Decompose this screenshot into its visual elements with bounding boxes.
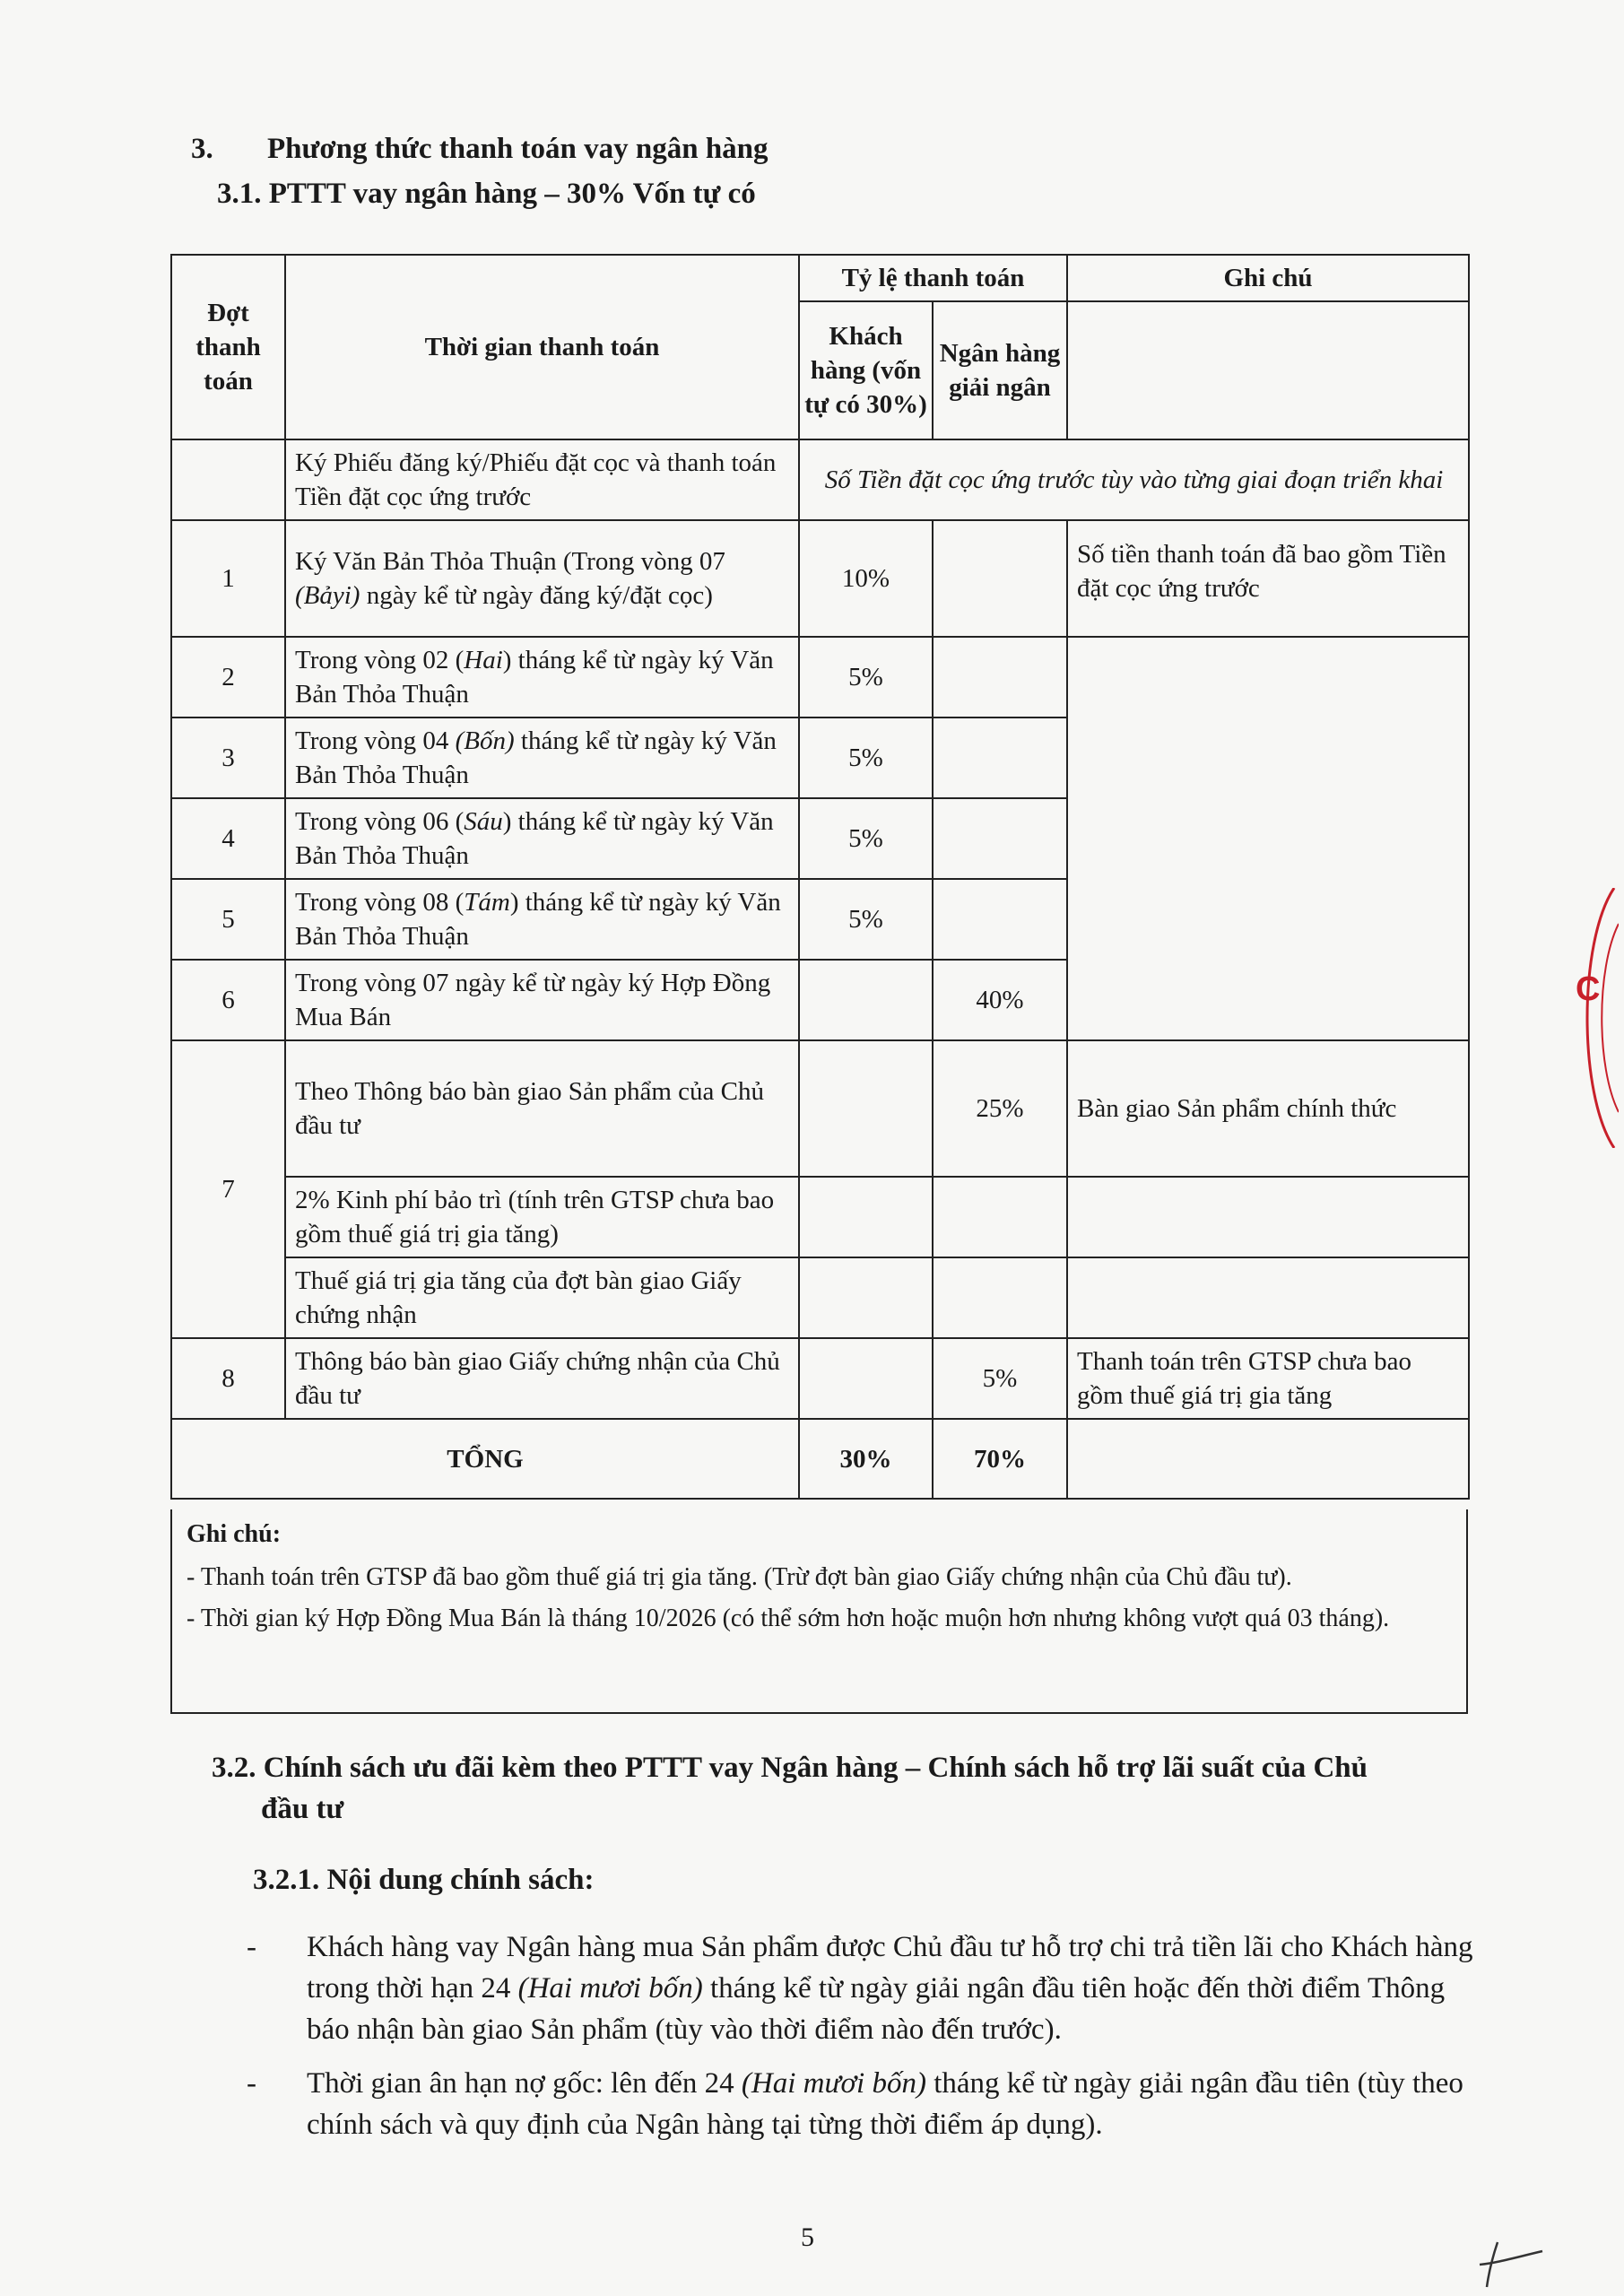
- section-heading: 3. Phương thức thanh toán vay ngân hàng: [191, 133, 769, 165]
- dot-cell: 3: [171, 718, 285, 798]
- time-cell: Thông báo bàn giao Giấy chứng nhận của Chủ đầu tư: [285, 1338, 799, 1419]
- payment-schedule-table: [170, 254, 1470, 1500]
- col-header-dot: Đợt thanh toán: [171, 255, 285, 439]
- note-cell: [1067, 1257, 1469, 1338]
- total-customer: 30%: [799, 1419, 933, 1499]
- list-item: - Thời gian ân hạn nợ gốc: lên đến 24 (Hai mươi bốn) tháng kể từ ngày giải ngân đầu tiên (tùy theo chính sách và quy định của Ngân hàng tại từng thời điểm áp dụng).: [247, 2063, 1480, 2145]
- time-cell: Trong vòng 06 (Sáu) tháng kể từ ngày ký Văn Bản Thỏa Thuận: [285, 798, 799, 879]
- note-cell: Số tiền thanh toán đã bao gồm Tiền đặt cọc ứng trước: [1067, 520, 1469, 637]
- note-item: - Thanh toán trên GTSP đã bao gồm thuế giá trị gia tăng. (Trừ đợt bàn giao Giấy chứng nhận của Chủ đầu tư).: [187, 1563, 1292, 1591]
- notes-title: Ghi chú:: [187, 1520, 282, 1548]
- col-header-time: Thời gian thanh toán: [285, 255, 799, 439]
- svg-text:C: C: [1576, 970, 1601, 1008]
- list-item: - Khách hàng vay Ngân hàng mua Sản phẩm được Chủ đầu tư hỗ trợ chi trả tiền lãi cho Khách hàng trong thời hạn 24 (Hai mươi bốn) tháng kể từ ngày giải ngân đầu tiên hoặc đến thời điểm Thông báo nhận bàn giao Sản phẩm (tùy vào thời điểm nào đến trước).: [247, 1926, 1480, 2050]
- col-header-bank: Ngân hàng giải ngân: [933, 301, 1067, 439]
- col-header-note: Ghi chú: [1067, 255, 1469, 301]
- table-row: [171, 439, 1469, 520]
- bank-ratio-cell: [933, 637, 1067, 718]
- total-bank: 70%: [933, 1419, 1067, 1499]
- table-row: [171, 1040, 1469, 1177]
- bank-ratio-cell: [933, 1257, 1067, 1338]
- note-cell: [1067, 637, 1469, 1040]
- deposit-note-cell: Số Tiền đặt cọc ứng trước tùy vào từng giai đoạn triển khai: [799, 439, 1469, 520]
- bank-ratio-cell: [933, 1177, 1067, 1257]
- customer-ratio-cell: [799, 1177, 933, 1257]
- page-number: 5: [801, 2222, 814, 2252]
- col-header-ratio: Tỷ lệ thanh toán: [799, 255, 1067, 301]
- customer-ratio-cell: 5%: [799, 718, 933, 798]
- bank-ratio-cell: [933, 520, 1067, 637]
- total-row: [171, 1419, 1469, 1499]
- table-row: [171, 1177, 1469, 1257]
- bank-ratio-cell: 5%: [933, 1338, 1067, 1419]
- time-cell: Trong vòng 02 (Hai) tháng kể từ ngày ký Văn Bản Thỏa Thuận: [285, 637, 799, 718]
- customer-ratio-cell: [799, 1040, 933, 1177]
- bank-ratio-cell: [933, 718, 1067, 798]
- note-cell: Bàn giao Sản phẩm chính thức: [1067, 1040, 1469, 1177]
- bank-ratio-cell: 25%: [933, 1040, 1067, 1177]
- dot-cell: 7: [171, 1040, 285, 1338]
- dot-cell: 2: [171, 637, 285, 718]
- note-cell: [1067, 1419, 1469, 1499]
- dot-cell: 1: [171, 520, 285, 637]
- customer-ratio-cell: 5%: [799, 879, 933, 960]
- dot-cell: 5: [171, 879, 285, 960]
- customer-ratio-cell: 5%: [799, 637, 933, 718]
- dot-cell: 4: [171, 798, 285, 879]
- dash-bullet-icon: -: [247, 2067, 256, 2100]
- time-cell: Theo Thông báo bàn giao Sản phẩm của Chủ đầu tư: [285, 1040, 799, 1177]
- bank-ratio-cell: [933, 879, 1067, 960]
- time-cell: 2% Kinh phí bảo trì (tính trên GTSP chưa bao gồm thuế giá trị gia tăng): [285, 1177, 799, 1257]
- customer-ratio-cell: 10%: [799, 520, 933, 637]
- dash-bullet-icon: -: [247, 1931, 256, 1963]
- customer-ratio-cell: [799, 960, 933, 1040]
- col-header-customer: Khách hàng (vốn tự có 30%): [799, 301, 933, 439]
- table-row: [171, 520, 1469, 637]
- notes-box: [170, 1509, 1468, 1714]
- table-row: [171, 637, 1469, 718]
- red-stamp-icon: [1565, 888, 1619, 1148]
- bank-ratio-cell: 40%: [933, 960, 1067, 1040]
- note-cell: Thanh toán trên GTSP chưa bao gồm thuế giá trị gia tăng: [1067, 1338, 1469, 1419]
- note-item: - Thời gian ký Hợp Đồng Mua Bán là tháng 10/2026 (có thể sớm hơn hoặc muộn hơn nhưng không vượt quá 03 tháng).: [187, 1605, 1390, 1632]
- table-row: [171, 1257, 1469, 1338]
- policy-list: [247, 1926, 1480, 2158]
- section-3-2-heading: 3.2. Chính sách ưu đãi kèm theo PTTT vay Ngân hàng – Chính sách hỗ trợ lãi suất của Chủ đầu tư: [212, 1752, 1368, 1825]
- dot-cell: [171, 439, 285, 520]
- empty-cell: [1067, 301, 1469, 439]
- bank-ratio-cell: [933, 798, 1067, 879]
- dot-cell: 8: [171, 1338, 285, 1419]
- time-cell: Trong vòng 04 (Bốn) tháng kể từ ngày ký Văn Bản Thỏa Thuận: [285, 718, 799, 798]
- section-3-2-1-heading: 3.2.1. Nội dung chính sách:: [253, 1864, 595, 1896]
- time-cell: Ký Phiếu đăng ký/Phiếu đặt cọc và thanh toán Tiền đặt cọc ứng trước: [285, 439, 799, 520]
- total-label: TỔNG: [171, 1419, 799, 1499]
- time-cell: Trong vòng 08 (Tám) tháng kể từ ngày ký Văn Bản Thỏa Thuận: [285, 879, 799, 960]
- time-cell: Ký Văn Bản Thỏa Thuận (Trong vòng 07 (Bảyi) ngày kể từ ngày đăng ký/đặt cọc): [285, 520, 799, 637]
- signature-icon: [1471, 2238, 1551, 2292]
- customer-ratio-cell: 5%: [799, 798, 933, 879]
- dot-cell: 6: [171, 960, 285, 1040]
- customer-ratio-cell: [799, 1257, 933, 1338]
- table-row: [171, 1338, 1469, 1419]
- time-cell: Thuế giá trị gia tăng của đợt bàn giao Giấy chứng nhận: [285, 1257, 799, 1338]
- customer-ratio-cell: [799, 1338, 933, 1419]
- table-header-row: [171, 255, 1469, 301]
- subsection-heading: 3.1. PTTT vay ngân hàng – 30% Vốn tự có: [217, 178, 756, 210]
- note-cell: [1067, 1177, 1469, 1257]
- time-cell: Trong vòng 07 ngày kể từ ngày ký Hợp Đồng Mua Bán: [285, 960, 799, 1040]
